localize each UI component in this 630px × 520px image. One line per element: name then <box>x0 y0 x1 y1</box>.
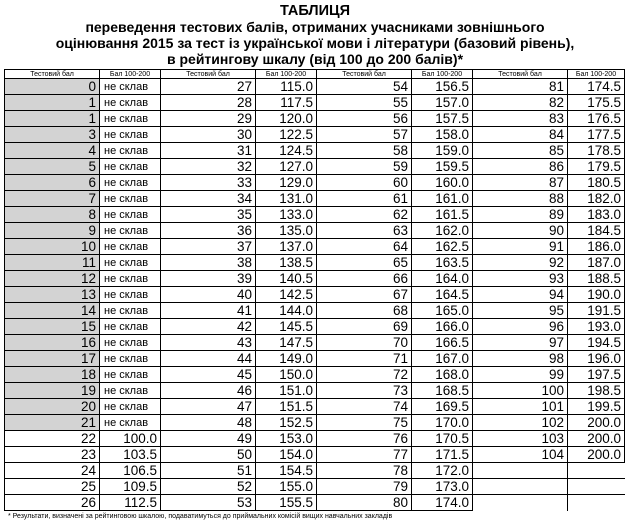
test-score-cell: 60 <box>317 175 412 191</box>
test-score-cell: 94 <box>473 287 568 303</box>
test-score-cell: 26 <box>5 495 100 511</box>
test-score-cell: 22 <box>5 431 100 447</box>
rating-score-cell: 200.0 <box>568 431 625 447</box>
rating-score-cell: 165.0 <box>412 303 473 319</box>
table-row <box>5 447 625 463</box>
rating-score-cell: 188.5 <box>568 271 625 287</box>
test-score-cell: 104 <box>473 447 568 463</box>
rating-score-cell: 173.0 <box>412 479 473 495</box>
test-score-cell: 95 <box>473 303 568 319</box>
rating-score-cell: 172.0 <box>412 463 473 479</box>
test-score-cell: 75 <box>317 415 412 431</box>
test-score-cell: 72 <box>317 367 412 383</box>
test-score-cell: 36 <box>161 223 256 239</box>
test-score-cell: 81 <box>473 79 568 95</box>
table-row <box>5 383 625 399</box>
rating-score-cell: 161.0 <box>412 191 473 207</box>
test-score-cell: 21 <box>5 415 100 431</box>
table-row <box>5 351 625 367</box>
header-scale-score: Бал 100-200 <box>568 70 625 79</box>
test-score-cell: 78 <box>317 463 412 479</box>
rating-score-cell: не склав <box>100 191 161 207</box>
rating-score-cell: 166.5 <box>412 335 473 351</box>
rating-score-cell: 133.0 <box>256 207 317 223</box>
title-block <box>0 0 630 67</box>
rating-score-cell: не склав <box>100 79 161 95</box>
rating-score-cell: 115.0 <box>256 79 317 95</box>
test-score-cell: 51 <box>161 463 256 479</box>
rating-score-cell: 144.0 <box>256 303 317 319</box>
rating-score-cell: 183.0 <box>568 207 625 223</box>
empty-cell <box>473 495 568 511</box>
test-score-cell: 43 <box>161 335 256 351</box>
test-score-cell: 49 <box>161 431 256 447</box>
rating-score-cell: 175.5 <box>568 95 625 111</box>
test-score-cell: 40 <box>161 287 256 303</box>
test-score-cell: 85 <box>473 143 568 159</box>
rating-score-cell: 135.0 <box>256 223 317 239</box>
test-score-cell: 44 <box>161 351 256 367</box>
rating-score-cell: 191.5 <box>568 303 625 319</box>
header-scale-score: Бал 100-200 <box>412 70 473 79</box>
rating-score-cell: не склав <box>100 159 161 175</box>
rating-score-cell: 170.5 <box>412 431 473 447</box>
test-score-cell: 91 <box>473 239 568 255</box>
rating-score-cell: 131.0 <box>256 191 317 207</box>
test-score-cell: 93 <box>473 271 568 287</box>
footnote: * Результати, визначені за рейтинговою шкалою, подаватимуться до приймальних комісій вищих навчальних закладів <box>8 513 393 520</box>
test-score-cell: 3 <box>5 127 100 143</box>
test-score-cell: 77 <box>317 447 412 463</box>
rating-score-cell: не склав <box>100 319 161 335</box>
test-score-cell: 92 <box>473 255 568 271</box>
rating-score-cell: 159.5 <box>412 159 473 175</box>
test-score-cell: 1 <box>5 111 100 127</box>
rating-score-cell: 190.0 <box>568 287 625 303</box>
rating-score-cell: не склав <box>100 95 161 111</box>
rating-score-cell: не склав <box>100 175 161 191</box>
rating-score-cell: 198.5 <box>568 383 625 399</box>
test-score-cell: 4 <box>5 143 100 159</box>
test-score-cell: 41 <box>161 303 256 319</box>
rating-score-cell: 164.5 <box>412 287 473 303</box>
rating-score-cell: не склав <box>100 415 161 431</box>
table-row <box>5 143 625 159</box>
test-score-cell: 90 <box>473 223 568 239</box>
rating-score-cell: не склав <box>100 271 161 287</box>
rating-score-cell: 122.5 <box>256 127 317 143</box>
table-row <box>5 223 625 239</box>
test-score-cell: 38 <box>161 255 256 271</box>
test-score-cell: 65 <box>317 255 412 271</box>
test-score-cell: 37 <box>161 239 256 255</box>
rating-score-cell: 106.5 <box>100 463 161 479</box>
rating-score-cell: 196.0 <box>568 351 625 367</box>
table-row <box>5 79 625 95</box>
rating-score-cell: 103.5 <box>100 447 161 463</box>
rating-score-cell: не склав <box>100 207 161 223</box>
title-subline-1: переведення тестових балів, отриманих учасниками зовнішнього <box>85 19 545 35</box>
test-score-cell: 99 <box>473 367 568 383</box>
rating-score-cell: 168.0 <box>412 367 473 383</box>
test-score-cell: 19 <box>5 383 100 399</box>
rating-score-cell: 112.5 <box>100 495 161 511</box>
score-conversion-table <box>4 69 625 511</box>
rating-score-cell: 140.5 <box>256 271 317 287</box>
table-row <box>5 255 625 271</box>
table-row <box>5 175 625 191</box>
rating-score-cell: 149.0 <box>256 351 317 367</box>
header-test-score: Тестовий бал <box>317 70 412 79</box>
test-score-cell: 17 <box>5 351 100 367</box>
rating-score-cell: 157.0 <box>412 95 473 111</box>
table-row <box>5 207 625 223</box>
rating-score-cell: 199.5 <box>568 399 625 415</box>
rating-score-cell: 142.5 <box>256 287 317 303</box>
test-score-cell: 1 <box>5 95 100 111</box>
rating-score-cell: не склав <box>100 127 161 143</box>
rating-score-cell: 161.5 <box>412 207 473 223</box>
header-test-score: Тестовий бал <box>161 70 256 79</box>
rating-score-cell: 180.5 <box>568 175 625 191</box>
rating-score-cell: 177.5 <box>568 127 625 143</box>
table-row <box>5 415 625 431</box>
test-score-cell: 34 <box>161 191 256 207</box>
rating-score-cell: 117.5 <box>256 95 317 111</box>
test-score-cell: 10 <box>5 239 100 255</box>
rating-score-cell: 151.0 <box>256 383 317 399</box>
test-score-cell: 18 <box>5 367 100 383</box>
table-row <box>5 111 625 127</box>
test-score-cell: 39 <box>161 271 256 287</box>
rating-score-cell: не склав <box>100 143 161 159</box>
test-score-cell: 9 <box>5 223 100 239</box>
document-title: ТАБЛИЦЯ <box>279 3 351 19</box>
rating-score-cell: 151.5 <box>256 399 317 415</box>
rating-score-cell: 169.5 <box>412 399 473 415</box>
test-score-cell: 80 <box>317 495 412 511</box>
rating-score-cell: 163.5 <box>412 255 473 271</box>
rating-score-cell: 170.0 <box>412 415 473 431</box>
table-row <box>5 287 625 303</box>
test-score-cell: 56 <box>317 111 412 127</box>
rating-score-cell: 194.5 <box>568 335 625 351</box>
rating-score-cell: 197.5 <box>568 367 625 383</box>
empty-cell <box>473 463 568 479</box>
test-score-cell: 59 <box>317 159 412 175</box>
rating-score-cell: 109.5 <box>100 479 161 495</box>
title-subline-3: в рейтингову шкалу (від 100 до 200 балів)* <box>166 51 464 67</box>
rating-score-cell: 157.5 <box>412 111 473 127</box>
empty-cell <box>473 479 568 495</box>
table-header-row <box>5 70 625 79</box>
test-score-cell: 79 <box>317 479 412 495</box>
test-score-cell: 35 <box>161 207 256 223</box>
rating-score-cell: не склав <box>100 287 161 303</box>
test-score-cell: 70 <box>317 335 412 351</box>
test-score-cell: 88 <box>473 191 568 207</box>
test-score-cell: 33 <box>161 175 256 191</box>
header-scale-score: Бал 100-200 <box>100 70 161 79</box>
test-score-cell: 55 <box>317 95 412 111</box>
rating-score-cell: не склав <box>100 351 161 367</box>
table-row <box>5 399 625 415</box>
rating-score-cell: 155.5 <box>256 495 317 511</box>
rating-score-cell: 186.0 <box>568 239 625 255</box>
rating-score-cell: 200.0 <box>568 447 625 463</box>
test-score-cell: 87 <box>473 175 568 191</box>
rating-score-cell: не склав <box>100 111 161 127</box>
test-score-cell: 25 <box>5 479 100 495</box>
table-body <box>5 79 625 511</box>
test-score-cell: 98 <box>473 351 568 367</box>
rating-score-cell: 129.0 <box>256 175 317 191</box>
test-score-cell: 0 <box>5 79 100 95</box>
rating-score-cell: 193.0 <box>568 319 625 335</box>
table-row <box>5 95 625 111</box>
test-score-cell: 84 <box>473 127 568 143</box>
test-score-cell: 61 <box>317 191 412 207</box>
test-score-cell: 101 <box>473 399 568 415</box>
rating-score-cell: 153.0 <box>256 431 317 447</box>
rating-score-cell: не склав <box>100 335 161 351</box>
table-row <box>5 191 625 207</box>
test-score-cell: 74 <box>317 399 412 415</box>
title-subline-2: оцінювання 2015 за тест із української мови і літератури (базовий рівень), <box>55 35 575 51</box>
table-row <box>5 239 625 255</box>
test-score-cell: 76 <box>317 431 412 447</box>
rating-score-cell: 182.0 <box>568 191 625 207</box>
rating-score-cell: 164.0 <box>412 271 473 287</box>
rating-score-cell: 184.5 <box>568 223 625 239</box>
rating-score-cell: 162.5 <box>412 239 473 255</box>
test-score-cell: 29 <box>161 111 256 127</box>
rating-score-cell: 145.5 <box>256 319 317 335</box>
rating-score-cell: не склав <box>100 255 161 271</box>
rating-score-cell: 200.0 <box>568 415 625 431</box>
table-row <box>5 463 625 479</box>
rating-score-cell: 179.5 <box>568 159 625 175</box>
test-score-cell: 86 <box>473 159 568 175</box>
rating-score-cell: 174.5 <box>568 79 625 95</box>
test-score-cell: 66 <box>317 271 412 287</box>
rating-score-cell: 120.0 <box>256 111 317 127</box>
table-row <box>5 431 625 447</box>
table-row <box>5 271 625 287</box>
test-score-cell: 89 <box>473 207 568 223</box>
test-score-cell: 69 <box>317 319 412 335</box>
test-score-cell: 100 <box>473 383 568 399</box>
rating-score-cell: 162.0 <box>412 223 473 239</box>
rating-score-cell: 147.5 <box>256 335 317 351</box>
rating-score-cell: 152.5 <box>256 415 317 431</box>
table-row <box>5 303 625 319</box>
table-row <box>5 319 625 335</box>
test-score-cell: 46 <box>161 383 256 399</box>
test-score-cell: 53 <box>161 495 256 511</box>
test-score-cell: 11 <box>5 255 100 271</box>
test-score-cell: 47 <box>161 399 256 415</box>
empty-cell <box>568 495 625 511</box>
test-score-cell: 5 <box>5 159 100 175</box>
test-score-cell: 103 <box>473 431 568 447</box>
test-score-cell: 62 <box>317 207 412 223</box>
test-score-cell: 57 <box>317 127 412 143</box>
test-score-cell: 30 <box>161 127 256 143</box>
rating-score-cell: 124.5 <box>256 143 317 159</box>
rating-score-cell: 137.0 <box>256 239 317 255</box>
test-score-cell: 52 <box>161 479 256 495</box>
rating-score-cell: не склав <box>100 367 161 383</box>
test-score-cell: 31 <box>161 143 256 159</box>
table-row <box>5 335 625 351</box>
test-score-cell: 32 <box>161 159 256 175</box>
test-score-cell: 27 <box>161 79 256 95</box>
rating-score-cell: 100.0 <box>100 431 161 447</box>
test-score-cell: 71 <box>317 351 412 367</box>
test-score-cell: 68 <box>317 303 412 319</box>
rating-score-cell: не склав <box>100 399 161 415</box>
header-scale-score: Бал 100-200 <box>256 70 317 79</box>
rating-score-cell: 171.5 <box>412 447 473 463</box>
test-score-cell: 73 <box>317 383 412 399</box>
table-row <box>5 127 625 143</box>
test-score-cell: 54 <box>317 79 412 95</box>
rating-score-cell: 155.0 <box>256 479 317 495</box>
test-score-cell: 64 <box>317 239 412 255</box>
rating-score-cell: 150.0 <box>256 367 317 383</box>
test-score-cell: 97 <box>473 335 568 351</box>
rating-score-cell: 127.0 <box>256 159 317 175</box>
rating-score-cell: 154.0 <box>256 447 317 463</box>
empty-cell <box>568 479 625 495</box>
table-row <box>5 367 625 383</box>
test-score-cell: 96 <box>473 319 568 335</box>
rating-score-cell: не склав <box>100 223 161 239</box>
test-score-cell: 24 <box>5 463 100 479</box>
rating-score-cell: не склав <box>100 303 161 319</box>
rating-score-cell: 166.0 <box>412 319 473 335</box>
rating-score-cell: 168.5 <box>412 383 473 399</box>
test-score-cell: 16 <box>5 335 100 351</box>
rating-score-cell: 174.0 <box>412 495 473 511</box>
test-score-cell: 23 <box>5 447 100 463</box>
test-score-cell: 13 <box>5 287 100 303</box>
table-row <box>5 479 625 495</box>
rating-score-cell: 160.0 <box>412 175 473 191</box>
test-score-cell: 45 <box>161 367 256 383</box>
test-score-cell: 102 <box>473 415 568 431</box>
test-score-cell: 7 <box>5 191 100 207</box>
rating-score-cell: 138.5 <box>256 255 317 271</box>
rating-score-cell: 159.0 <box>412 143 473 159</box>
header-test-score: Тестовий бал <box>5 70 100 79</box>
test-score-cell: 14 <box>5 303 100 319</box>
rating-score-cell: 167.0 <box>412 351 473 367</box>
test-score-cell: 63 <box>317 223 412 239</box>
test-score-cell: 15 <box>5 319 100 335</box>
rating-score-cell: 154.5 <box>256 463 317 479</box>
table-row <box>5 159 625 175</box>
test-score-cell: 83 <box>473 111 568 127</box>
test-score-cell: 20 <box>5 399 100 415</box>
test-score-cell: 12 <box>5 271 100 287</box>
test-score-cell: 6 <box>5 175 100 191</box>
header-test-score: Тестовий бал <box>473 70 568 79</box>
test-score-cell: 67 <box>317 287 412 303</box>
table-row <box>5 495 625 511</box>
rating-score-cell: не склав <box>100 383 161 399</box>
rating-score-cell: 158.0 <box>412 127 473 143</box>
rating-score-cell: 178.5 <box>568 143 625 159</box>
test-score-cell: 42 <box>161 319 256 335</box>
test-score-cell: 50 <box>161 447 256 463</box>
rating-score-cell: 156.5 <box>412 79 473 95</box>
test-score-cell: 8 <box>5 207 100 223</box>
rating-score-cell: не склав <box>100 239 161 255</box>
test-score-cell: 58 <box>317 143 412 159</box>
empty-cell <box>568 463 625 479</box>
test-score-cell: 82 <box>473 95 568 111</box>
test-score-cell: 28 <box>161 95 256 111</box>
rating-score-cell: 187.0 <box>568 255 625 271</box>
test-score-cell: 48 <box>161 415 256 431</box>
rating-score-cell: 176.5 <box>568 111 625 127</box>
